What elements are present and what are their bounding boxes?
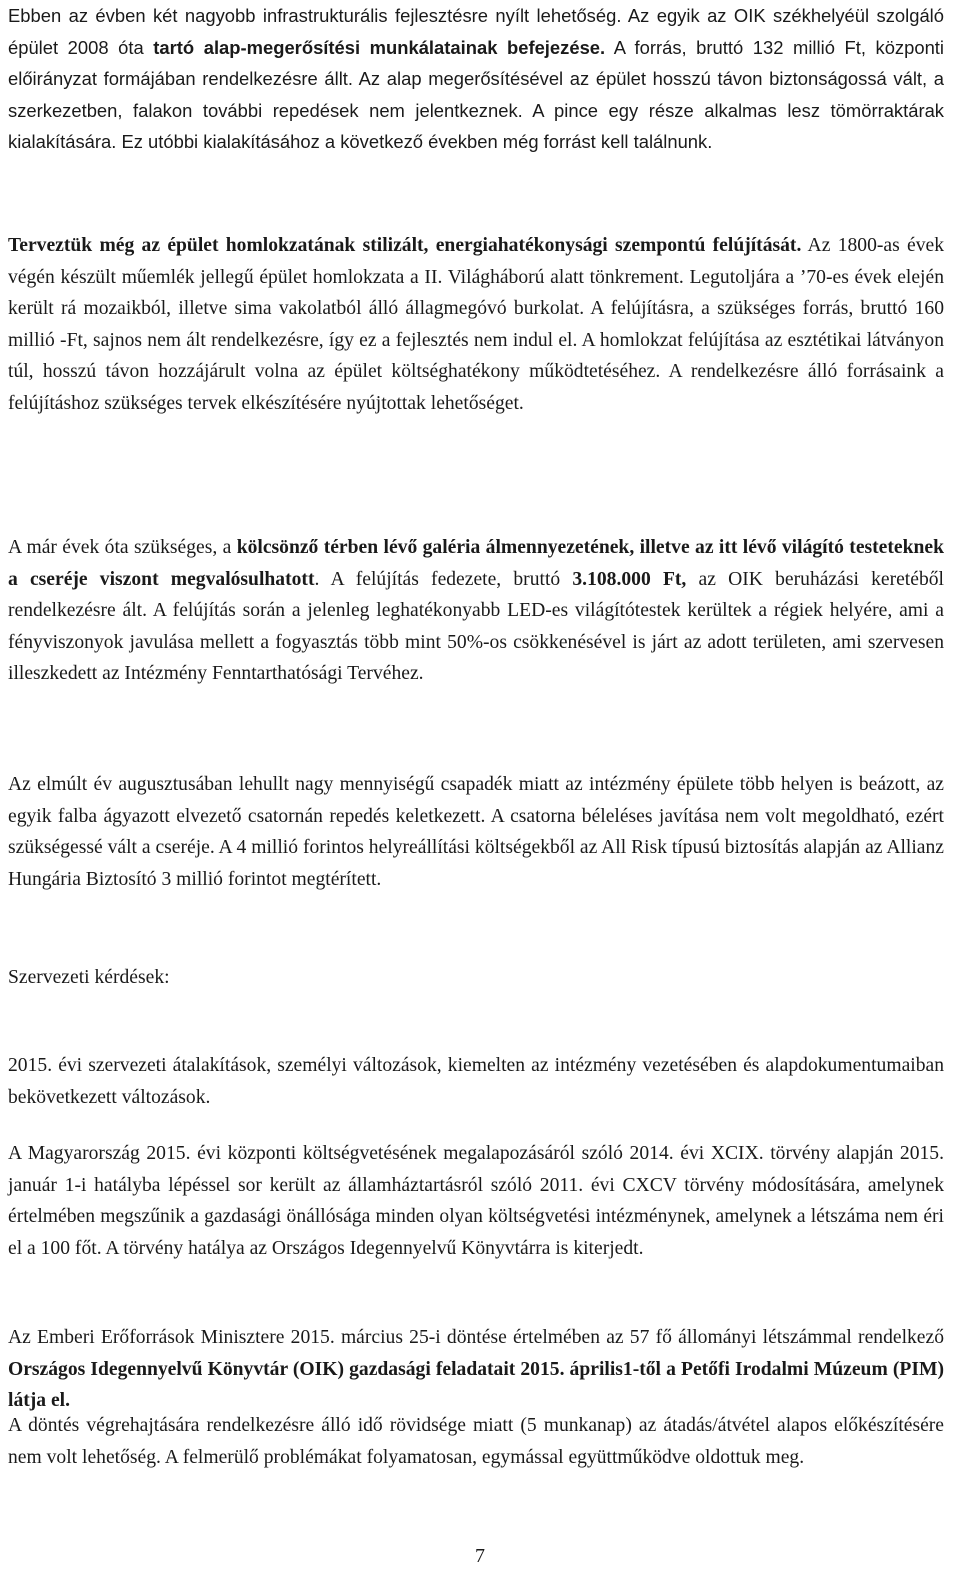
text-run: Az Emberi Erőforrások Minisztere 2015. március 25-i döntése értelmében az 57 fő állományi létszámmal rendelkező [8,1327,944,1348]
text-run-bold: Terveztük még az épület homlokzatának stilizált, energiahatékonysági szempontú felújítását. [8,235,802,256]
paragraph-law: A Magyarország 2015. évi központi költségvetésének megalapozásáról szóló 2014. évi XCIX. törvény alapján 2015. január 1-i hatályba lépéssel sor került az államháztartásról szóló 2011. évi CXCV törvény módosítására, amelynek értelmében megszűnik a gazdasági önállósága minden olyan költségvetési intézménynek, amelynek a létszáma nem éri el a 100 főt. A törvény hatálya az Országos Idegennyelvű Könyvtárra is kiterjedt. [8,1143,944,1259]
paragraph-drainage: Az elmúlt év augusztusában lehullt nagy mennyiségű csapadék miatt az intézmény épülete több helyen is beázott, az egyik falba ágyazott elvezető csatornán repedés keletkezett. A csatorna béleléses javítása nem volt megoldható, ezért szükségessé vált a cseréje. A 4 millió forintos helyreállítási költségekből az All Risk típusú biztosítás alapján az Allianz Hungária Biztosító 3 millió forintot megtérített. [8,774,944,890]
text-run: A már évek óta szükséges, a [8,537,237,558]
text-run: az OIK beruházási keretéből rendelkezésre ált. A felújítás során a jelenleg leghatékonyabb LED-es világítótestek kerültek a régiek helyére, ami a fényviszonyok javulása mellett a fogyasztás több mint 50%-os csökkenésével is járt az adott területen, ami szervesen illeszkedett az Intézmény Fenntarthatósági Tervéhez. [8,568,944,685]
text-run-bold: kölcsönző térben lévő galéria álmennyezetének, illetve az itt lévő világító testeteknek a cseréje viszont megvalósulhatott [8,537,944,590]
text-run: Az egyik az OIK székhelyéül szolgáló épület 2008 óta [8,5,944,58]
paragraph-organizational-changes: 2015. évi szervezeti átalakítások, személyi változások, kiemelten az intézmény vezetésében és alapdokumentumaiban bekövetkezett változások. [8,1055,944,1108]
text-run: Ebben az évben két nagyobb infrastrukturális fejlesztésre nyílt lehetőség. [8,5,628,26]
paragraph-minister-decision [8,1322,944,1417]
paragraph-facade [8,230,944,420]
paragraph-infrastructure [8,0,944,158]
paragraph-execution: A döntés végrehajtására rendelkezésre álló idő rövidsége miatt (5 munkanap) az átadás/átvétel alapos előkészítésére nem volt lehetőség. A felmerülő problémákat folyamatosan, egymással együttműködve oldottuk meg. [8,1415,944,1468]
page-number: 7 [475,1545,485,1567]
text-run-bold: 3.108.000 Ft, [572,568,687,590]
section-heading-organizational: Szervezeti kérdések: [8,967,170,988]
paragraph-gallery [8,532,944,690]
text-run: A forrás, bruttó 132 millió Ft, központi előirányzat formájában rendelkezésre állt. Az alap megerősítésével az épület hosszú távon biztonságossá vált, a szerkezetben, falakon további repedések nem jelentkeznek. A pince egy része alkalmas lesz tömörraktárak kialakítására. Ez utóbbi kialakításához a következő években még forrást kell találnunk. [8,36,944,153]
text-run: Az 1800-as évek végén készült műemlék jellegű épület homlokzata a II. Világháború alatt tönkrement. Legutoljára a ’70-es évek elején került rá mozaikból, illetve sima vakolatból álló állagmegóvó burkolat. A felújításra, a szükséges forrás, bruttó 160 millió -Ft, sajnos nem ált rendelkezésre, így ez a fejlesztés nem indul el. A homlokzat felújítása az esztétikai látványon túl, hosszú távon hozzájárult volna az épület költséghatékony működtetéséhez. A rendelkezésre álló forrásaink a felújításhoz szükséges tervek elkészítésére nyújtottak lehetőséget. [8,235,944,414]
text-run-bold: Országos Idegennyelvű Könyvtár (OIK) gazdasági feladatait 2015. április1-től a Petőfi Irodalmi Múzeum (PIM) látja el. [8,1358,944,1412]
text-run-bold: tartó alap-megerősítési munkálatainak befejezése. [153,36,606,58]
text-run: . A felújítás fedezete, bruttó [314,568,573,590]
